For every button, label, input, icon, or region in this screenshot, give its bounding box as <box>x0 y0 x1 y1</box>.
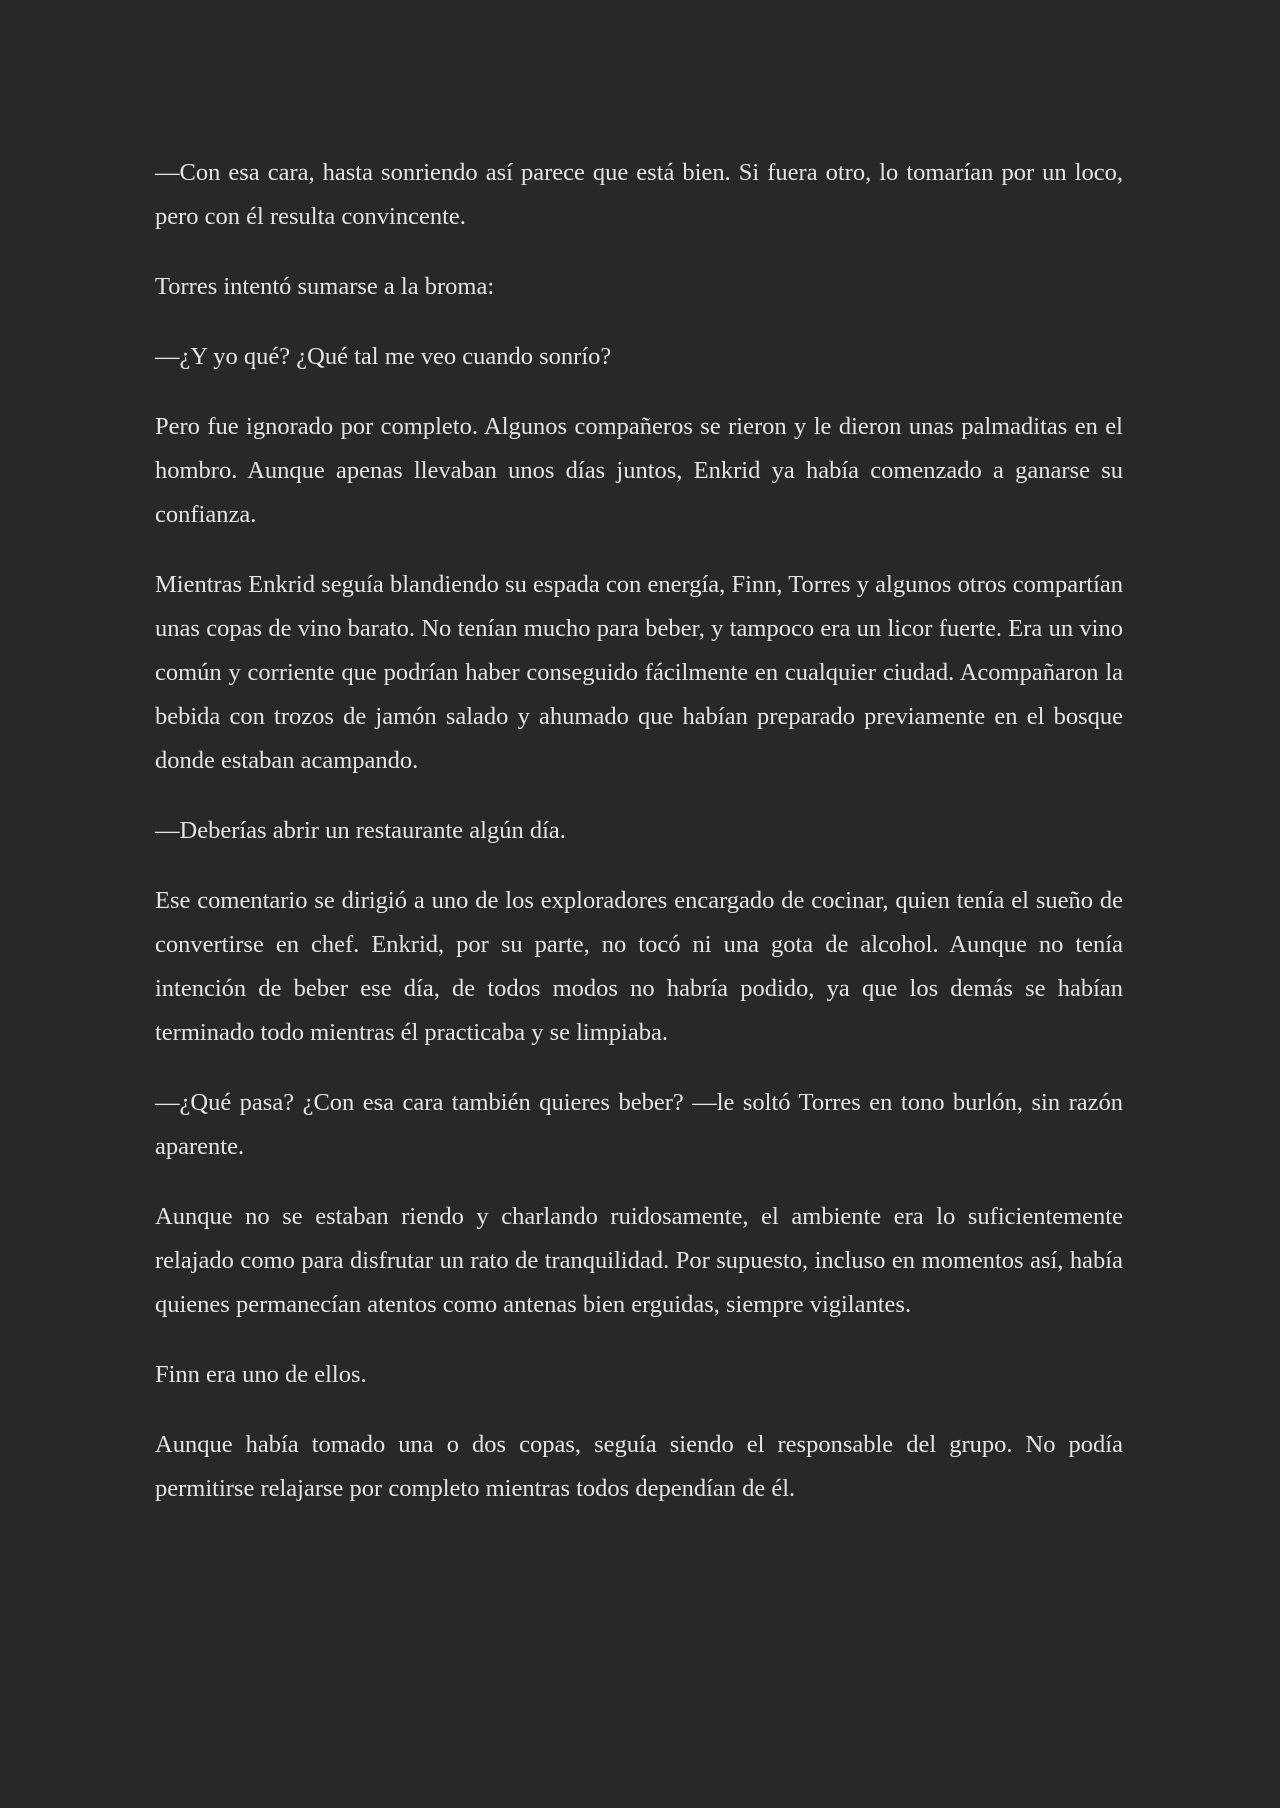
paragraph: —Con esa cara, hasta sonriendo así parece que está bien. Si fuera otro, lo tomarían por un loco, pero con él resulta convincente. <box>155 159 1123 230</box>
paragraph: —¿Y yo qué? ¿Qué tal me veo cuando sonrío? <box>155 343 612 370</box>
paragraph: —Deberías abrir un restaurante algún día. <box>155 817 566 844</box>
paragraph: Aunque no se estaban riendo y charlando ruidosamente, el ambiente era lo suficientemente relajado como para disfrutar un rato de tranquilidad. Por supuesto, incluso en momentos así, había quienes permanecían atentos como antenas bien erguidas, siempre vigilantes. <box>155 1203 1123 1318</box>
paragraph: Finn era uno de ellos. <box>155 1361 367 1388</box>
paragraph: Ese comentario se dirigió a uno de los exploradores encargado de cocinar, quien tenía el sueño de convertirse en chef. Enkrid, por su parte, no tocó ni una gota de alcohol. Aunque no tenía intención de beber ese día, de todos modos no habría podido, ya que los demás se habían terminado todo mientras él practicaba y se limpiaba. <box>155 887 1123 1046</box>
paragraph: —¿Qué pasa? ¿Con esa cara también quieres beber? —le soltó Torres en tono burlón, sin razón aparente. <box>155 1089 1123 1160</box>
paragraph: Torres intentó sumarse a la broma: <box>155 273 495 300</box>
paragraph: Mientras Enkrid seguía blandiendo su espada con energía, Finn, Torres y algunos otros compartían unas copas de vino barato. No tenían mucho para beber, y tampoco era un licor fuerte. Era un vino común y corriente que podrían haber conseguido fácilmente en cualquier ciudad. Acompañaron la bebida con trozos de jamón salado y ahumado que habían preparado previamente en el bosque donde estaban acampando. <box>155 571 1123 774</box>
paragraph: Pero fue ignorado por completo. Algunos compañeros se rieron y le dieron unas palmaditas en el hombro. Aunque apenas llevaban unos días juntos, Enkrid ya había comenzado a ganarse su confianza. <box>155 413 1123 528</box>
paragraph: Aunque había tomado una o dos copas, seguía siendo el responsable del grupo. No podía permitirse relajarse por completo mientras todos dependían de él. <box>155 1431 1123 1502</box>
